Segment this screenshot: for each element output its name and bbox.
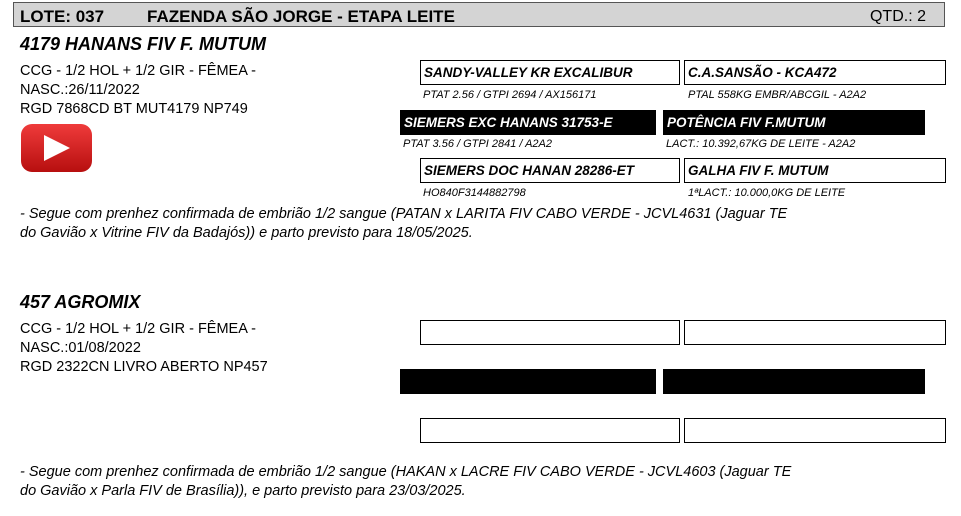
note-line: do Gavião x Vitrine FIV da Badajós)) e parto previsto para 18/05/2025. <box>20 225 473 241</box>
video-play-button[interactable] <box>21 124 92 172</box>
lot-header <box>13 2 945 27</box>
animal-title: 457 AGROMIX <box>20 292 141 312</box>
pedigree-dam-info: LACT.: 10.392,67KG DE LEITE - A2A2 <box>666 138 856 150</box>
pedigree-sire-dam: C.A.SANSÃO - KCA472 <box>684 60 946 85</box>
pedigree-sire-dam <box>684 320 946 345</box>
registry-line: RGD 7868CD BT MUT4179 NP749 <box>20 101 248 117</box>
animal-info <box>20 320 268 377</box>
pedigree-dam-sire <box>420 418 680 443</box>
pedigree-dam <box>663 369 925 394</box>
animal-info <box>20 62 256 119</box>
pregnancy-note <box>20 463 950 501</box>
note-line: do Gavião x Parla FIV de Brasília)), e parto previsto para 23/03/2025. <box>20 483 466 499</box>
pedigree-sire-sire-info: PTAT 2.56 / GTPI 2694 / AX156171 <box>423 89 597 101</box>
quantity: QTD.: 2 <box>869 8 926 25</box>
pedigree-sire-dam-info: PTAL 558KG EMBR/ABCGIL - A2A2 <box>688 89 867 101</box>
breed-line: CCG - 1/2 HOL + 1/2 GIR - FÊMEA - <box>20 321 256 337</box>
note-line: - Segue com prenhez confirmada de embrião 1/2 sangue (PATAN x LARITA FIV CABO VERDE - JCVL4631 (Jaguar TE <box>20 206 788 222</box>
birth-date: NASC.:01/08/2022 <box>20 340 141 356</box>
pedigree-dam-dam-info: 1ªLACT.: 10.000,0KG DE LEITE <box>688 187 846 199</box>
pedigree-sire <box>400 369 656 394</box>
registry-line: RGD 2322CN LIVRO ABERTO NP457 <box>20 359 268 375</box>
breed-line: CCG - 1/2 HOL + 1/2 GIR - FÊMEA - <box>20 63 256 79</box>
pedigree-dam-dam <box>684 418 946 443</box>
farm-title: FAZENDA SÃO JORGE - ETAPA LEITE <box>147 7 455 26</box>
animal-title: 4179 HANANS FIV F. MUTUM <box>20 34 267 54</box>
pedigree-dam-sire-info: HO840F3144882798 <box>423 187 526 199</box>
pedigree-dam: POTÊNCIA FIV F.MUTUM <box>663 110 925 135</box>
note-line: - Segue com prenhez confirmada de embrião 1/2 sangue (HAKAN x LACRE FIV CABO VERDE - JCVL4603 (Jaguar TE <box>20 464 792 480</box>
pedigree-sire: SIEMERS EXC HANANS 31753-E <box>400 110 656 135</box>
pedigree-sire-sire <box>420 320 680 345</box>
pedigree-sire-sire: SANDY-VALLEY KR EXCALIBUR <box>420 60 680 85</box>
pedigree-dam-dam: GALHA FIV F. MUTUM <box>684 158 946 183</box>
pedigree-sire-info: PTAT 3.56 / GTPI 2841 / A2A2 <box>403 138 552 150</box>
youtube-play-icon <box>42 134 72 162</box>
lot-number: LOTE: 037 <box>20 7 105 26</box>
birth-date: NASC.:26/11/2022 <box>20 82 140 98</box>
pregnancy-note <box>20 205 950 243</box>
pedigree-dam-sire: SIEMERS DOC HANAN 28286-ET <box>420 158 680 183</box>
